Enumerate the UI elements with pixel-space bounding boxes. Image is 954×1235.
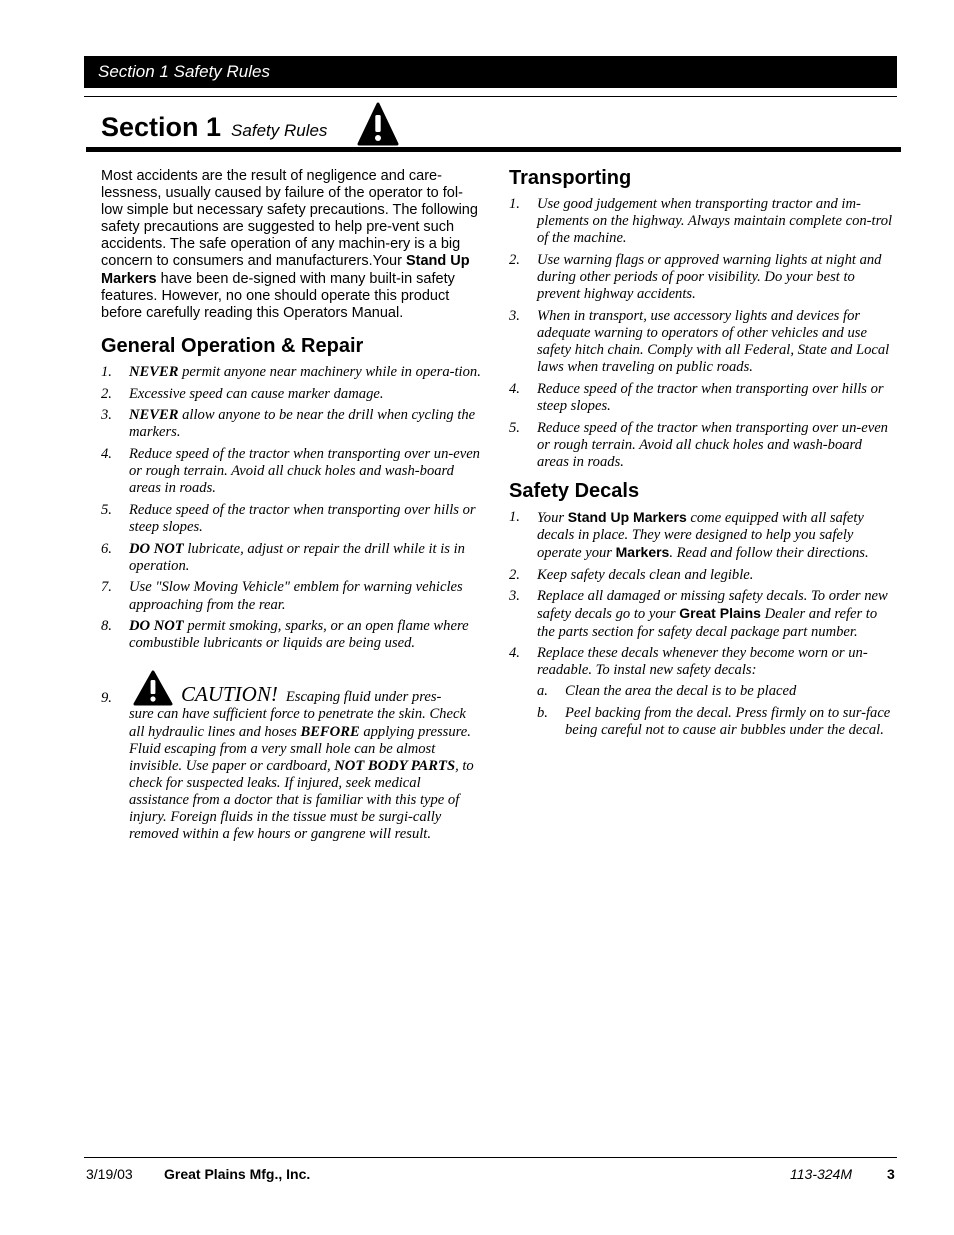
item-emphasis: NEVER bbox=[129, 407, 179, 424]
list-item bbox=[101, 407, 483, 441]
footer-company: Great Plains Mfg., Inc. bbox=[164, 1166, 311, 1182]
item-number: 1. bbox=[101, 363, 112, 380]
item-emphasis: DO NOT bbox=[129, 540, 184, 557]
item-number: 4. bbox=[509, 380, 520, 397]
list-item bbox=[101, 446, 483, 497]
section-subtitle: Safety Rules bbox=[231, 121, 328, 140]
item-number: 2. bbox=[509, 251, 520, 268]
general-heading: General Operation & Repair bbox=[101, 334, 364, 357]
item-text: Excessive speed can cause marker damage. bbox=[129, 385, 384, 402]
list-item bbox=[101, 502, 483, 536]
product-name: Stand Up Markers bbox=[567, 508, 687, 525]
sub-item-letter: b. bbox=[537, 705, 548, 722]
item-number: 3. bbox=[509, 588, 520, 605]
item-text: Keep safety decals clean and legible. bbox=[537, 566, 754, 583]
intro-paragraph bbox=[101, 168, 483, 322]
footer-rule bbox=[84, 1157, 897, 1158]
item-number: 5. bbox=[101, 501, 112, 518]
item-text: Reduce speed of the tractor when transporting over hills or steep slopes. bbox=[129, 501, 476, 535]
caution-emphasis: NOT BODY PARTS bbox=[334, 757, 456, 774]
item-text: . Read and follow their directions. bbox=[669, 544, 869, 561]
item-number: 3. bbox=[509, 307, 520, 324]
list-item bbox=[509, 420, 893, 471]
section-heading bbox=[101, 112, 327, 143]
caution-emphasis: BEFORE bbox=[300, 723, 360, 740]
item-text: come equipped with all safety decals in place. They were designed to help you safely operate your bbox=[537, 509, 864, 561]
item-number: 8. bbox=[101, 618, 112, 635]
product-name: Markers bbox=[615, 543, 670, 560]
item-number: 1. bbox=[509, 196, 520, 212]
item-text: Use good judgement when transporting tractor and im-plements on the highway. Always maintain complete con-trol of the machine. bbox=[537, 196, 893, 247]
warning-exclamation-icon bbox=[357, 102, 399, 146]
item-number: 7. bbox=[101, 579, 112, 596]
item-text: Replace these decals whenever they become worn or un-readable. To instal new safety decals: bbox=[537, 645, 868, 679]
item-number: 1. bbox=[509, 508, 520, 525]
caution-body-text: sure can have sufficient force to penetrate the skin. Check all hydraulic lines and hoses bbox=[129, 706, 466, 740]
footer-date: 3/19/03 bbox=[86, 1166, 133, 1182]
item-text: lubricate, adjust or repair the drill while it is in operation. bbox=[129, 540, 465, 574]
item-emphasis: DO NOT bbox=[129, 618, 184, 635]
item-text: allow anyone to be near the drill when cycling the markers. bbox=[129, 407, 476, 441]
sub-list-item bbox=[537, 683, 893, 700]
item-number: 4. bbox=[509, 645, 520, 662]
intro-text: Most accidents are the result of negligence and care-lessness, usually caused by failure of the operator to fol-low simple but necessary safety precautions. The following safety precautions are suggested to help pre-vent such accidents. The safe operation of any machin-ery is a big concern to consumers and manufacturers.Your bbox=[101, 168, 478, 270]
list-item bbox=[101, 618, 483, 652]
list-item bbox=[509, 381, 893, 415]
item-number: 6. bbox=[101, 540, 112, 557]
general-list bbox=[101, 364, 483, 843]
sub-item-letter: a. bbox=[537, 683, 548, 700]
item-text: Use "Slow Moving Vehicle" emblem for warning vehicles approaching from the rear. bbox=[129, 579, 463, 613]
list-item bbox=[509, 252, 893, 303]
intro-product-name: Stand Up Markers bbox=[101, 253, 470, 287]
caution-body bbox=[129, 706, 483, 843]
header-bar: Section 1 Safety Rules bbox=[84, 56, 897, 88]
intro-text-2: have been de-signed with many built-in safety features. However, no one should operate this product before carefully reading this Operators Manual. bbox=[101, 270, 455, 321]
item-text: Reduce speed of the tractor when transporting over un-even or rough terrain. Avoid all chuck holes and wash-board areas in roads. bbox=[129, 446, 480, 497]
list-item bbox=[101, 541, 483, 575]
decals-list bbox=[509, 509, 893, 740]
list-item bbox=[509, 645, 893, 739]
item-number: 4. bbox=[101, 446, 112, 462]
sub-item-text: Peel backing from the decal. Press firmly on to sur-face being careful not to cause air bubbles under the decal. bbox=[565, 705, 891, 739]
list-item bbox=[509, 567, 893, 584]
right-column bbox=[509, 166, 893, 744]
dealer-name: Great Plains bbox=[679, 605, 761, 622]
item-text: permit smoking, sparks, or an open flame where combustible lubricants or liquids are being used. bbox=[129, 618, 469, 652]
item-emphasis: NEVER bbox=[129, 363, 179, 380]
sub-list-item bbox=[537, 705, 893, 739]
sub-item-text: Clean the area the decal is to be placed bbox=[565, 683, 797, 700]
item-number: 3. bbox=[101, 407, 112, 424]
item-text: Dealer and refer to the parts section for safety decal package part number. bbox=[537, 606, 878, 640]
caution-warning-icon bbox=[133, 670, 173, 706]
list-item bbox=[509, 509, 893, 562]
item-text: Use warning flags or approved warning lights at night and during other periods of poor visibility. Do your best to prevent highway accidents. bbox=[537, 251, 882, 303]
caution-text: Escaping fluid under pres- bbox=[285, 689, 442, 706]
header-rule bbox=[84, 96, 897, 97]
list-item bbox=[101, 364, 483, 381]
transporting-list bbox=[509, 196, 893, 471]
page-number: 3 bbox=[887, 1166, 895, 1182]
caution-item bbox=[101, 670, 483, 843]
caution-body-text: , to check for suspected leaks. If injured, seek medical assistance from a doctor that is familiar with this type of injury. Foreign fluids in the tissue must be surgi-cally removed within a few hours or gangrene will result. bbox=[129, 757, 474, 843]
item-number: 2. bbox=[101, 385, 112, 402]
decal-steps-list bbox=[537, 683, 893, 739]
list-item bbox=[509, 588, 893, 640]
item-text: Reduce speed of the tractor when transporting over un-even or rough terrain. Avoid all chuck holes and wash-board areas in roads. bbox=[537, 419, 888, 470]
list-item bbox=[101, 386, 483, 403]
list-item bbox=[509, 196, 893, 247]
item-text: Reduce speed of the tractor when transporting over hills or steep slopes. bbox=[537, 380, 884, 414]
list-item bbox=[509, 308, 893, 376]
item-text: Replace all damaged or missing safety decals. To order new safety decals go to your bbox=[537, 588, 888, 623]
item-number: 5. bbox=[509, 419, 520, 436]
transporting-heading: Transporting bbox=[509, 167, 632, 189]
footer-doc-number: 113-324M bbox=[790, 1166, 853, 1182]
decals-heading: Safety Decals bbox=[509, 479, 640, 502]
caution-line bbox=[129, 670, 483, 706]
item-number: 9. bbox=[101, 690, 112, 707]
item-number: 2. bbox=[509, 566, 520, 583]
section-rule bbox=[86, 147, 901, 152]
item-text: When in transport, use accessory lights and devices for adequate warning to operators of other vehicles and use safety hitch chain. Comply with all Federal, State and Local laws when traveling on public roads. bbox=[537, 307, 890, 376]
left-column bbox=[101, 168, 483, 848]
list-item bbox=[101, 579, 483, 613]
section-number: Section 1 bbox=[101, 112, 222, 142]
caution-label: CAUTION! bbox=[181, 682, 278, 707]
item-text: Your bbox=[537, 509, 568, 526]
item-text: permit anyone near machinery while in opera-tion. bbox=[178, 363, 481, 380]
caution-body-text: applying pressure. Fluid escaping from a very small hole can be almost invisible. Use paper or cardboard, bbox=[129, 723, 471, 774]
